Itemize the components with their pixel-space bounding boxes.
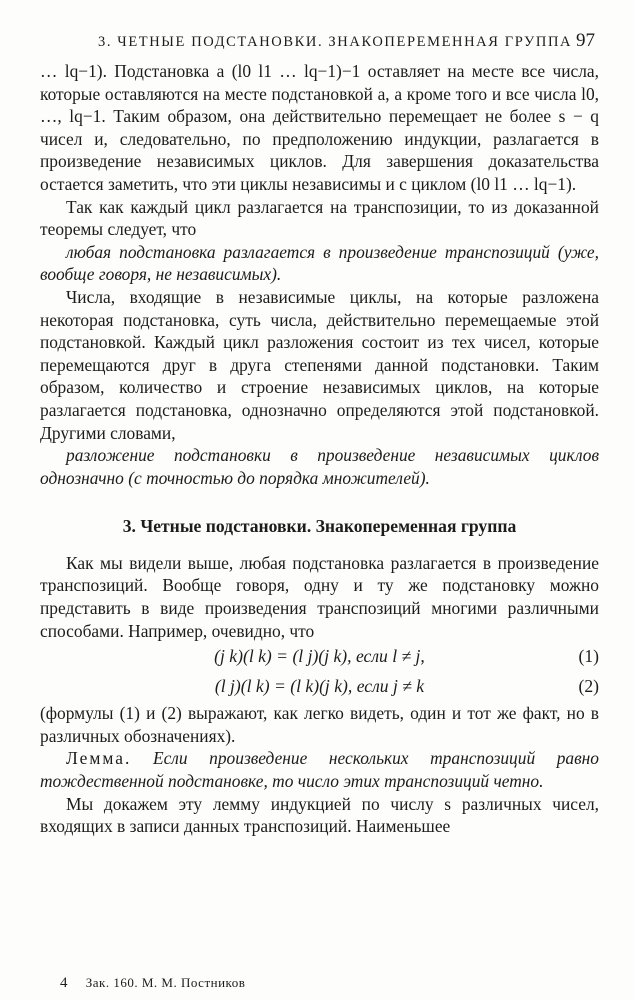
paragraph-formula-note: (формулы (1) и (2) выражают, как легко видеть, один и тот же факт, но в различных обозначениях).	[40, 703, 599, 746]
statement-uniqueness-note: (с точностью до порядка множителей).	[128, 467, 430, 488]
statement-uniqueness	[40, 444, 599, 489]
paragraph-corollary-intro: Так как каждый цикл разлагается на транспозиции, то из доказанной теоремы следует, что	[40, 196, 599, 240]
page-number: 97	[576, 30, 595, 51]
paragraph-cycles: Числа, входящие в независимые циклы, на которые разложена некоторая подстановка, суть числа, действительно перемещаемые этой подстановкой. Каждый цикл разложения состоит из тех чисел, которые перемещаются друг в друга степенями данной подстановки. Таким образом, количество и строение независимых циклов, на которые разлагается подстановка, однозначно определяются этой подстановкой. Другими словами,	[40, 286, 599, 443]
statement-transpositions	[40, 241, 599, 286]
lemma-label: Лемма.	[66, 748, 132, 769]
running-head	[46, 30, 599, 60]
body-text	[40, 60, 599, 838]
formula-1-expression: (j k)(l k) = (l j)(j k), если l ≠ j,	[214, 646, 425, 667]
statement-transpositions-main: любая подстановка разлагается в произведение транспозиций	[66, 241, 550, 262]
lemma	[40, 747, 599, 792]
formula-2-expression: (l j)(l k) = (l k)(j k), если j ≠ k	[214, 676, 425, 697]
running-head-title: 3. ЧЕТНЫЕ ПОДСТАНОВКИ. ЗНАКОПЕРЕМЕННАЯ ГРУППА	[98, 34, 573, 50]
lemma-statement: Если произведение нескольких транспозиций равно тождественной подстановке, то число этих транспозиций четно.	[40, 748, 599, 792]
footer	[60, 975, 245, 992]
section-heading: 3. Четные подстановки. Знакопеременная группа	[122, 516, 517, 537]
signature-mark: 4	[60, 975, 68, 991]
formula-2	[40, 672, 599, 702]
formula-1	[40, 642, 599, 672]
statement-transpositions-note: (уже, вообще говоря, не независимых).	[40, 241, 599, 285]
formula-2-number: (2)	[578, 676, 599, 697]
paragraph-proof-start: Мы докажем эту лемму индукцией по числу s различных чисел, входящих в записи данных транспозиций. Наименьшее	[40, 793, 599, 837]
printer-note: Зак. 160. М. М. Постников	[85, 975, 246, 990]
paragraph-intro: Как мы видели выше, любая подстановка разлагается в произведение транспозиций. Вообще говоря, одну и ту же подстановку можно представить в виде произведения транспозиций многими различными способами. Например, очевидно, что	[40, 552, 599, 641]
paragraph-proof-end: … lq−1). Подстановка a (l0 l1 … lq−1)−1 оставляет на месте все числа, которые оставляются на месте подстановкой a, а кроме того и все числа l0, …, lq−1. Таким образом, она действительно перемещает не более s − q чисел и, следовательно, по предположению индукции, разлагается в произведение независимых циклов. Для завершения доказательства остается заметить, что эти циклы независимы и с циклом (l0 l1 … lq−1).	[40, 61, 599, 194]
statement-uniqueness-main: разложение подстановки в произведение независимых циклов однозначно	[40, 445, 599, 488]
formula-1-number: (1)	[578, 646, 599, 667]
